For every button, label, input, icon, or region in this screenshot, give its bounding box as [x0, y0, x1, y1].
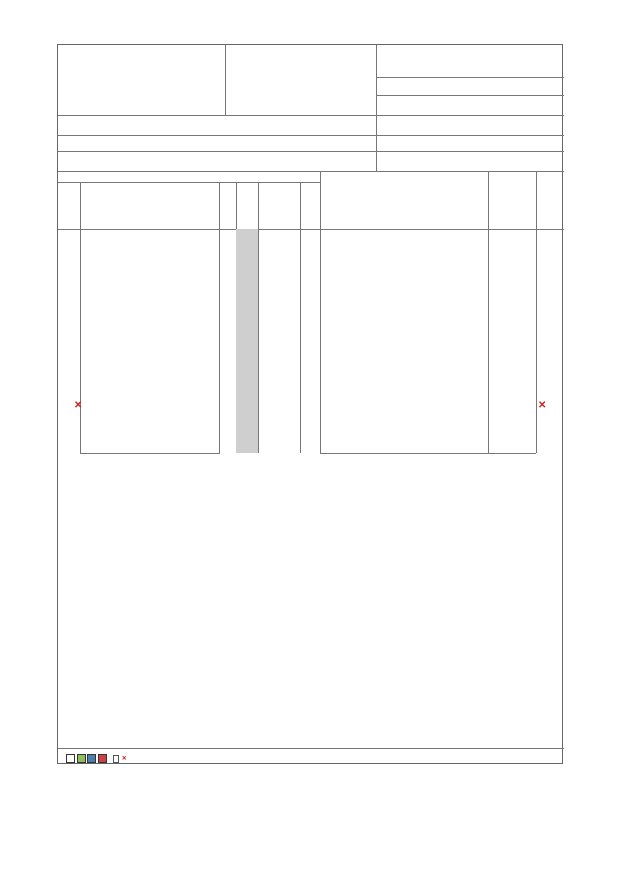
legend-x-icon: ✕: [121, 756, 127, 763]
groundfloor-marker-right: ✕: [538, 400, 547, 411]
uscs-shading: [236, 229, 258, 453]
legend-row: [62, 754, 127, 763]
ges-logo: [76, 52, 226, 94]
legend-level3-box: [87, 754, 96, 763]
borehole-log-sheet: [57, 44, 563, 764]
legend-level2-box: [77, 754, 86, 763]
groundfloor-marker-left: ✕: [74, 400, 83, 411]
legend-sample-in-excavation: [113, 755, 119, 763]
legend-level1-box: [66, 754, 75, 763]
legend-level4-box: [98, 754, 107, 763]
ges-logo-letters: [76, 52, 226, 78]
